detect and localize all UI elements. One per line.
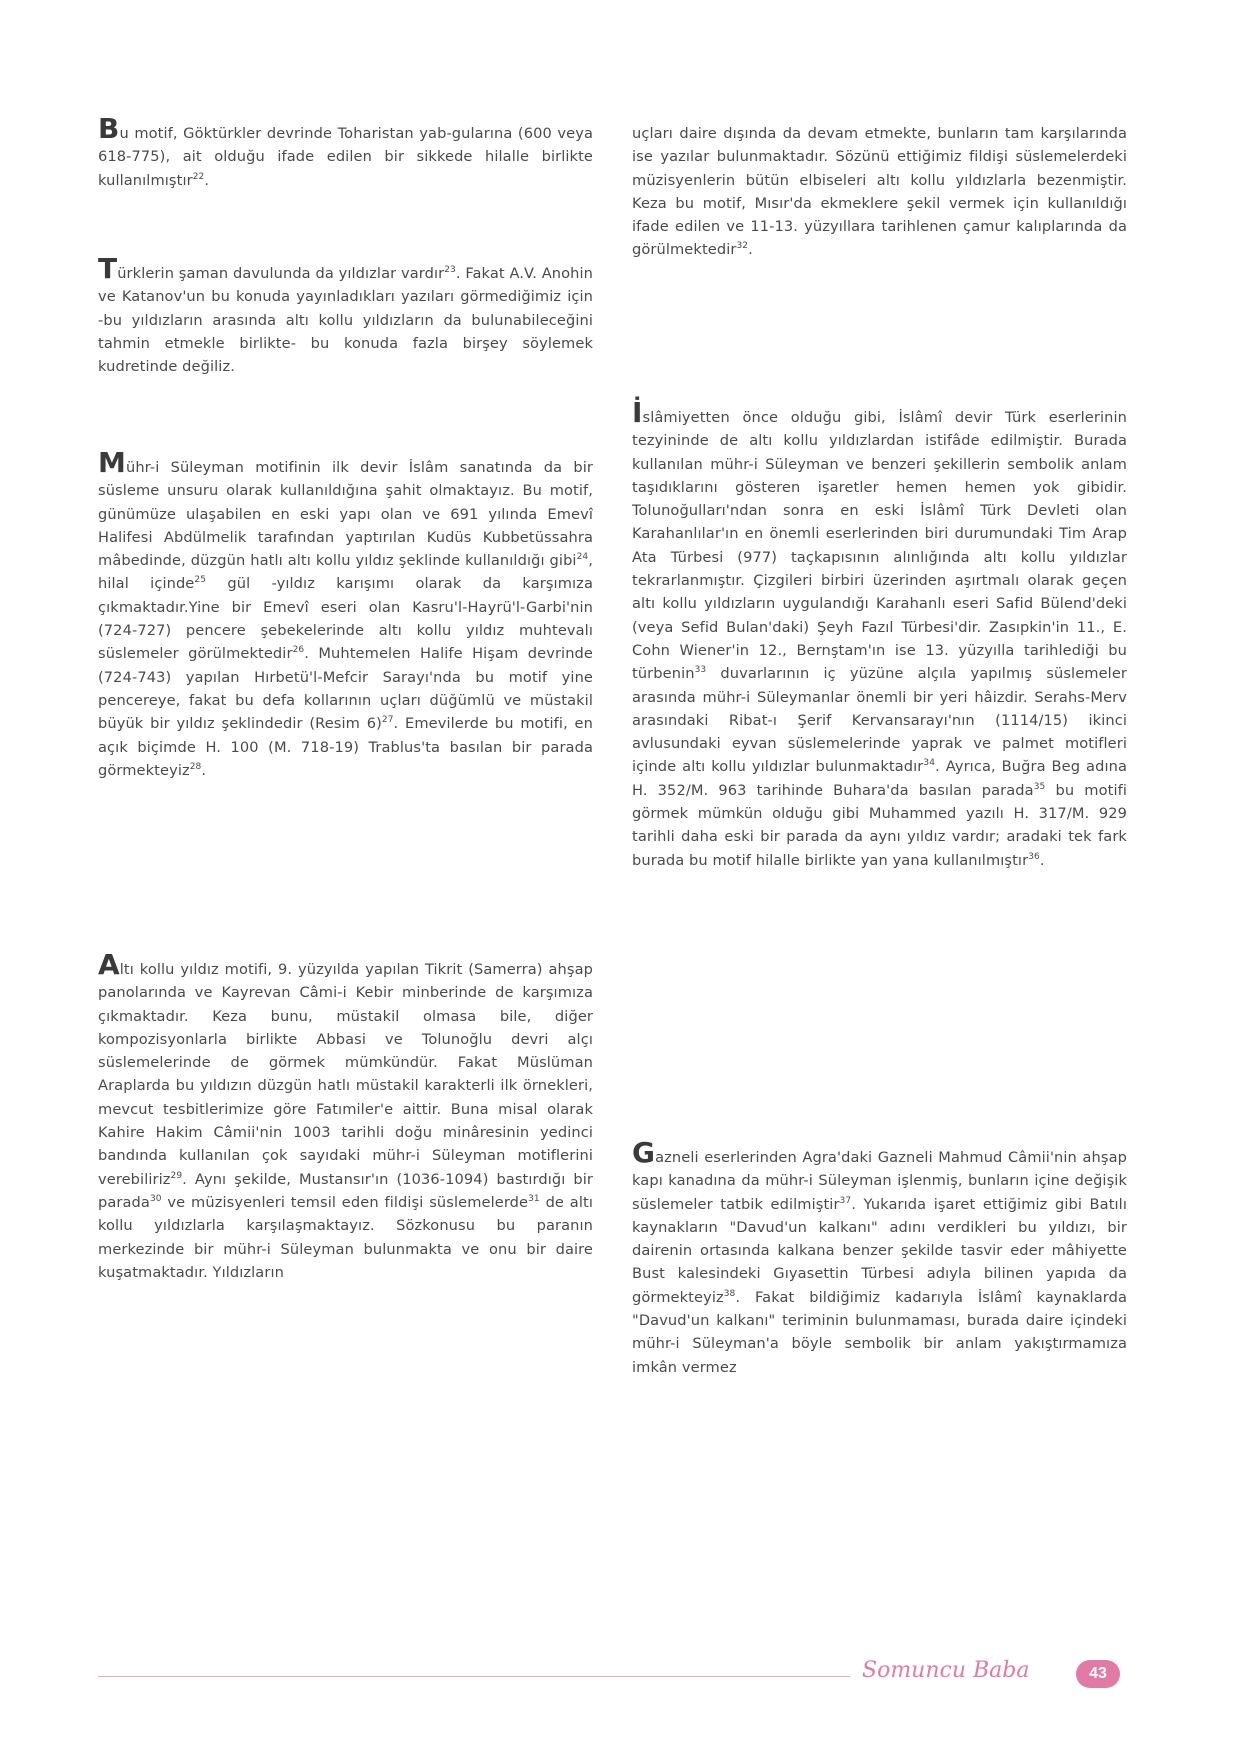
text-run: bu motifi görmek mümkün olduğu gibi Muhammed yazılı H. 317/M. 929 tarihli daha eski bir parada da aynı yıldız vardır; aradaki tek fark burada bu motif hilalle birlikte yan yana kullanılmıştır bbox=[632, 781, 1127, 869]
footer-divider bbox=[98, 1676, 850, 1677]
text-run: . bbox=[201, 761, 207, 779]
paragraph bbox=[98, 112, 593, 192]
paragraph bbox=[632, 396, 1127, 872]
text-run: . Aynı şekilde, Mustansır'ın (1036-1094) bastırdığı bir parada bbox=[98, 1170, 593, 1211]
text-run: uçları daire dışında da devam etmekte, bunların tam karşılarında ise yazılar bulunmaktadır. Sözünü ettiğimiz fildişi süslemelerdeki müzisyenlerin bütün elbiseleri altı kollu yıldızlarla bezenmiştir. Keza bu motif, Mısır'da ekmeklere şekil vermek için kullanıldığı ifade edilen ve 11-13. yüzyıllara tarihlenen çamur kalıplarında da görülmektedir bbox=[632, 125, 1127, 259]
text-run: . Yukarıda işaret ettiğimiz gibi Batılı kaynakların "Davud'un kalkanı" adını verdikleri bu yıldızı, bir dairenin ortasında kalkana benzer şekilde tasvir eder mâhiyette Bust kalesindeki Gıyasettin Türbesi adıyla bilinen yapıda da görmekteyiz bbox=[632, 1195, 1127, 1306]
text-run: duvarlarının iç yüzüne alçıla yapılmış süslemeler arasında mühr-i Süleymanlar önemli bir yeri hâizdir. Serahs-Merv arasındaki Ribat-ı Şerif Kervansarayı'nın (1114/15) ikinci avlusundaki eyvan süslemelerinde yaprak ve palmet motifleri içinde altı kollu yıldızlar bulunmaktadır bbox=[632, 665, 1127, 776]
text-run: . Fakat A.V. Anohin ve Katanov'un bu konuda yayınladıkları yazıları görmediğimiz için -bu yıldızların arasında altı kollu yıldızların da bulunabileceğini tahmin etmekle birlikte- bu konuda fazla birşey söylemek kudretinde değiliz. bbox=[98, 265, 594, 376]
footnote-ref: 22 bbox=[192, 171, 205, 182]
text-run: . Muhtemelen Halife Hişam devrinde (724-743) yapılan Hırbetü'l-Mefcir Sarayı'nda bu motif yine pencereye, fakat bu defa kollarının uçları düğümlü ve müstakil büyük bir yıldız şeklindedir (Resim 6) bbox=[98, 645, 593, 733]
footnote-ref: 24 bbox=[576, 552, 589, 563]
footnote-ref: 38 bbox=[723, 1288, 736, 1299]
text-run: . bbox=[204, 171, 210, 189]
paragraph bbox=[98, 446, 593, 782]
page-number-badge: 43 bbox=[1076, 1660, 1120, 1688]
footnote-ref: 28 bbox=[189, 762, 202, 772]
text-run: ve müzisyenleri temsil eden fildişi süslemelerde bbox=[161, 1193, 529, 1211]
footnote-ref: 30 bbox=[149, 1194, 162, 1205]
text-run: , hilal içinde bbox=[98, 552, 593, 593]
paragraph bbox=[632, 1136, 1127, 1379]
text-run: . bbox=[748, 241, 753, 259]
footnote-ref: 32 bbox=[736, 241, 749, 252]
drop-cap-letter: G bbox=[632, 1136, 656, 1169]
footnote-ref: 35 bbox=[1033, 781, 1046, 792]
paragraph bbox=[632, 122, 1127, 262]
drop-cap-letter: T bbox=[98, 252, 118, 285]
paragraph bbox=[98, 948, 593, 1284]
text-run: de altı kollu yıldızlarla karşılaşmaktayız. Sözkonusu bu paranın merkezinde bir mühr-i Süleyman bulunmakta ve onu bir daire kuşatmaktadır. Yıldızların bbox=[98, 1193, 593, 1281]
drop-cap-letter: İ bbox=[632, 396, 643, 429]
footnote-ref: 26 bbox=[292, 645, 305, 656]
text-run: ühr-i Süleyman motifinin ilk devir İslâm sanatında da bir süsleme unsuru olarak kullanıldığına şahit olmaktayız. Bu motif, günümüze ulaşabilen en eski yapı olan ve 691 yılında Emevî Halifesi Abdülmelik tarafından yaptırılan Kudüs Kubbetüssahra mâbedinde, düzgün hatlı altı kollu yıldız şeklinde kullanıldığı gibi bbox=[98, 459, 593, 570]
magazine-brand: Somuncu Baba bbox=[862, 1658, 1030, 1683]
footnote-ref: 37 bbox=[839, 1195, 852, 1206]
text-run: . bbox=[1039, 851, 1045, 869]
text-run: . Emevilerde bu motifi, en açık biçimde H. 100 (M. 718-19) Trablus'ta basılan bir parada görmekteyiz bbox=[98, 715, 593, 779]
text-run: ltı kollu yıldız motifi, 9. yüzyılda yapılan Tikrit (Samerra) ahşap panolarında ve Kayrevan Câmi-i Kebir minberinde de karşımıza çıkmaktadır. Keza bunu, müstakil olmasa bile, diğer kompozisyonlarla birlikte Abbasi ve Tolunoğlu devri alçı süslemelerinde de görmek mümkündür. Fakat Müslüman Araplarda bu yıldızın düzgün hatlı müstakil karakterli ilk örnekleri, mevcut tesbitlerimize göre Fatımiler'e aittir. Buna misal olarak Kahire Hakim Câmii'nin 1003 tarihli doğu minâresinin yedinci bandında kullanılan çok sayıdaki mühr-i Süleyman motiflerini verebiliriz bbox=[98, 961, 593, 1188]
drop-cap-letter: B bbox=[98, 112, 120, 145]
text-run: u motif, Göktürkler devrinde Toharistan yab-gularına (600 veya 618-775), ait olduğu ifade edilen bir sikkede hilalle birlikte kullanılmıştır bbox=[98, 125, 593, 189]
text-run: . Ayrıca, Buğra Beg adına H. 352/M. 963 tarihinde Buhara'da basılan parada bbox=[632, 758, 1127, 799]
footnote-ref: 31 bbox=[528, 1194, 540, 1205]
footnote-ref: 34 bbox=[923, 758, 936, 769]
footnote-ref: 29 bbox=[170, 1170, 183, 1181]
text-run: . Fakat bildiğimiz kadarıyla İslâmî kaynaklarda "Davud'un kalkanı" teriminin bulunmaması, burada daire içindeki mühr-i Süleyman'a böyle sembolik bir anlam yakıştırmamıza imkân vermez bbox=[632, 1288, 1127, 1376]
text-run: slâmiyetten önce olduğu gibi, İslâmî devir Türk eserlerinin tezyininde de altı kollu yıldızlardan istifâde edilmiştir. Burada kullanılan mühr-i Süleyman ve benzeri şekillerin sembolik anlam taşıdıklarını gösteren işaretler hemen hemen yok gibidir. Tolunoğulları'ndan sonra en eski İslâmî Türk Devleti olan Karahanlılar'ın en önemli eserlerinden biri durumundaki Tim Arap Ata Türbesi (977) taçkapısının alınlığında altı kollu yıldızlar tekrarlanmıştır. Çizgileri birbiri üzerinden aşırtmalı olarak geçen altı kollu yıldızların uygulandığı Karahanlı eseri Safid Bülend'deki (veya Sefid Bulan'daki) Şeyh Fazıl Türbesi'dir. Zasıpkin'in 11., E. Cohn Wiener'in 12., Bernştam'ın ise 13. yüzyılla tarihlediği bu türbenin bbox=[632, 409, 1127, 683]
drop-cap-letter: A bbox=[98, 948, 120, 981]
footnote-ref: 27 bbox=[381, 715, 394, 726]
drop-cap-letter: M bbox=[98, 446, 126, 479]
paragraph bbox=[98, 252, 594, 378]
footnote-ref: 25 bbox=[194, 575, 207, 586]
footnote-ref: 33 bbox=[694, 665, 707, 676]
text-run: gül -yıldız karışımı olarak da karşımıza çıkmaktadır.Yine bir Emevî eseri olan Kasru'l-Hayrü'l-Garbi'nin (724-727) pencere şebekelerinde altı kollu yıldız muhtevalı süslemeler görülmektedir bbox=[98, 575, 593, 663]
text-run: ürklerin şaman davulunda da yıldızlar vardır bbox=[117, 265, 445, 282]
footnote-ref: 36 bbox=[1028, 851, 1040, 862]
footnote-ref: 23 bbox=[444, 265, 456, 276]
text-run: azneli eserlerinden Agra'daki Gazneli Mahmud Câmii'nin ahşap kapı kanadına da mühr-i Süleyman işlenmiş, bunların içine değişik süslemeler tatbik edilmiştir bbox=[632, 1149, 1127, 1213]
